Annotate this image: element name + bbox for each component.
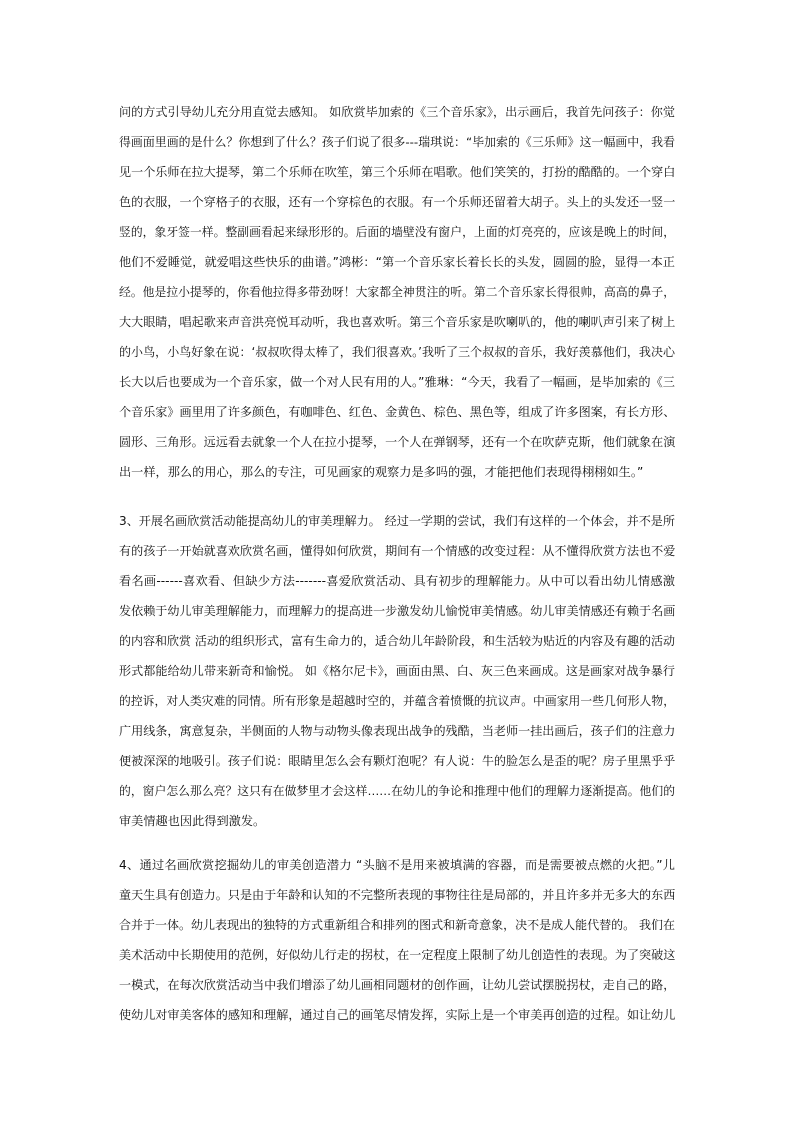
text-line: 个音乐家》画里用了许多颜色，有咖啡色、红色、金黄色、棕色、黑色等，组成了许多图案，有长方形、 (119, 405, 675, 419)
text-line: 他们不爱睡觉，就爱唱这些快乐的曲谱。”鸿彬：“第一个音乐家长着长长的头发，圆圆的脸，显得一本正 (119, 255, 675, 269)
text-line: 竖的，象牙签一样。整副画看起来绿形形的。后面的墙壁没有窗户，上面的灯亮亮的，应该是晚上的时间， (119, 225, 675, 239)
text-line: 审美情趣也因此得到激发。 (119, 814, 266, 828)
text-line: 看名画------喜欢看、但缺少方法-------喜爱欣赏活动、具有初步的理解能力。从中可以看出幼儿情感激 (119, 574, 675, 588)
text-line: 大大眼睛，唱起歌来声音洪亮悦耳动听，我也喜欢听。第三个音乐家是吹喇叭的，他的喇叭声引来了树上 (119, 315, 675, 329)
text-line: 广用线条，寓意复杂，半侧面的人物与动物头像表现出战争的残酷，当老师一挂出画后，孩子们的注意力 (119, 724, 675, 738)
text-line: 出一样，那么的用心，那么的专注，可见画家的观察力是多吗的强，才能把他们表现得栩栩如生。” (119, 465, 644, 479)
text-line: 美术活动中长期使用的范例，好似幼儿行走的拐杖，在一定程度上限制了幼儿创造性的表现。为了突破这 (119, 948, 675, 962)
text-line: 发依赖于幼儿审美理解能力，而理解力的提高进一步激发幼儿愉悦审美情感。幼儿审美情感还有赖于名画 (119, 604, 675, 618)
paragraph-picasso-three-musicians (119, 97, 675, 487)
paragraph-section-3-aesthetic-understanding (119, 506, 675, 836)
text-line: 得画面里画的是什么？你想到了什么？孩子们说了很多---瑞琪说：“毕加索的《三乐师》这一幅画中，我看 (119, 135, 675, 149)
text-line: 便被深深的地吸引。孩子们说：眼睛里怎么会有颗灯泡呢？有人说：牛的脸怎么是歪的呢？房子里黑乎乎 (119, 754, 675, 768)
text-line: 使幼儿对审美客体的感知和理解，通过自己的画笔尽情发挥，实际上是一个审美再创造的过程。如让幼儿 (119, 1008, 675, 1022)
text-line: 的小鸟，小鸟好象在说：‘叔叔吹得太棒了，我们很喜欢。’我听了三个叔叔的音乐，我好羡慕他们，我决心 (119, 345, 675, 359)
section-4-heading-line: 4、通过名画欣赏挖掘幼儿的审美创造潜力 “头脑不是用来被填满的容器，而是需要被点燃的火把。”儿 (119, 858, 675, 872)
text-line: 童天生具有创造力。只是由于年龄和认知的不完整所表现的事物往往是局部的，并且许多并无多大的东西 (119, 888, 675, 902)
text-line: 的控诉，对人类灾难的同情。所有形象是超越时空的，并蕴含着愤慨的抗议声。中画家用一些几何形人物， (119, 694, 675, 708)
text-line: 的，窗户怎么那么亮？这只有在做梦里才会这样……在幼儿的争论和推理中他们的理解力逐渐提高。他们的 (119, 784, 675, 798)
text-line: 有的孩子一开始就喜欢欣赏名画，懂得如何欣赏，期间有一个情感的改变过程：从不懂得欣赏方法也不爱 (119, 544, 675, 558)
paragraph-section-4-creative-potential (119, 850, 675, 1030)
text-line: 合并于一体。幼儿表现出的独特的方式重新组合和排列的图式和新奇意象，决不是成人能代替的。 我们在 (119, 918, 675, 932)
section-3-heading-line: 3、开展名画欣赏活动能提高幼儿的审美理解力。 经过一学期的尝试，我们有这样的一个体会，并不是所 (119, 514, 675, 528)
text-line: 色的衣服，一个穿格子的衣服，还有一个穿棕色的衣服。有一个乐师还留着大胡子。头上的头发还一竖一 (119, 195, 675, 209)
text-line: 长大以后也要成为一个音乐家，做一个对人民有用的人。”雅琳：“今天，我看了一幅画，是毕加索的《三 (119, 375, 675, 389)
text-line: 经。他是拉小提琴的，你看他拉得多带劲呀！大家都全神贯注的听。第二个音乐家长得很帅，高高的鼻子， (119, 285, 675, 299)
text-line: 问的方式引导幼儿充分用直觉去感知。 如欣赏毕加索的《三个音乐家》，出示画后，我首先问孩子：你觉 (119, 105, 675, 119)
text-line: 一模式，在每次欣赏活动当中我们增添了幼儿画相同题材的创作画，让幼儿尝试摆脱拐杖，走自己的路， (119, 978, 675, 992)
text-line: 圆形、三角形。远远看去就象一个人在拉小提琴，一个人在弹钢琴，还有一个在吹萨克斯，他们就象在演 (119, 435, 675, 449)
text-line: 见一个乐师在拉大提琴，第二个乐师在吹笙，第三个乐师在唱歌。他们笑笑的，打扮的酷酷的。一个穿白 (119, 165, 675, 179)
text-line: 形式都能给幼儿带来新奇和愉悦。 如《格尔尼卡》，画面由黑、白、灰三色来画成。这是画家对战争暴行 (119, 664, 675, 678)
text-line: 的内容和欣赏 活动的组织形式，富有生命力的，适合幼儿年龄阶段，和生活较为贴近的内容及有趣的活动 (119, 634, 675, 648)
